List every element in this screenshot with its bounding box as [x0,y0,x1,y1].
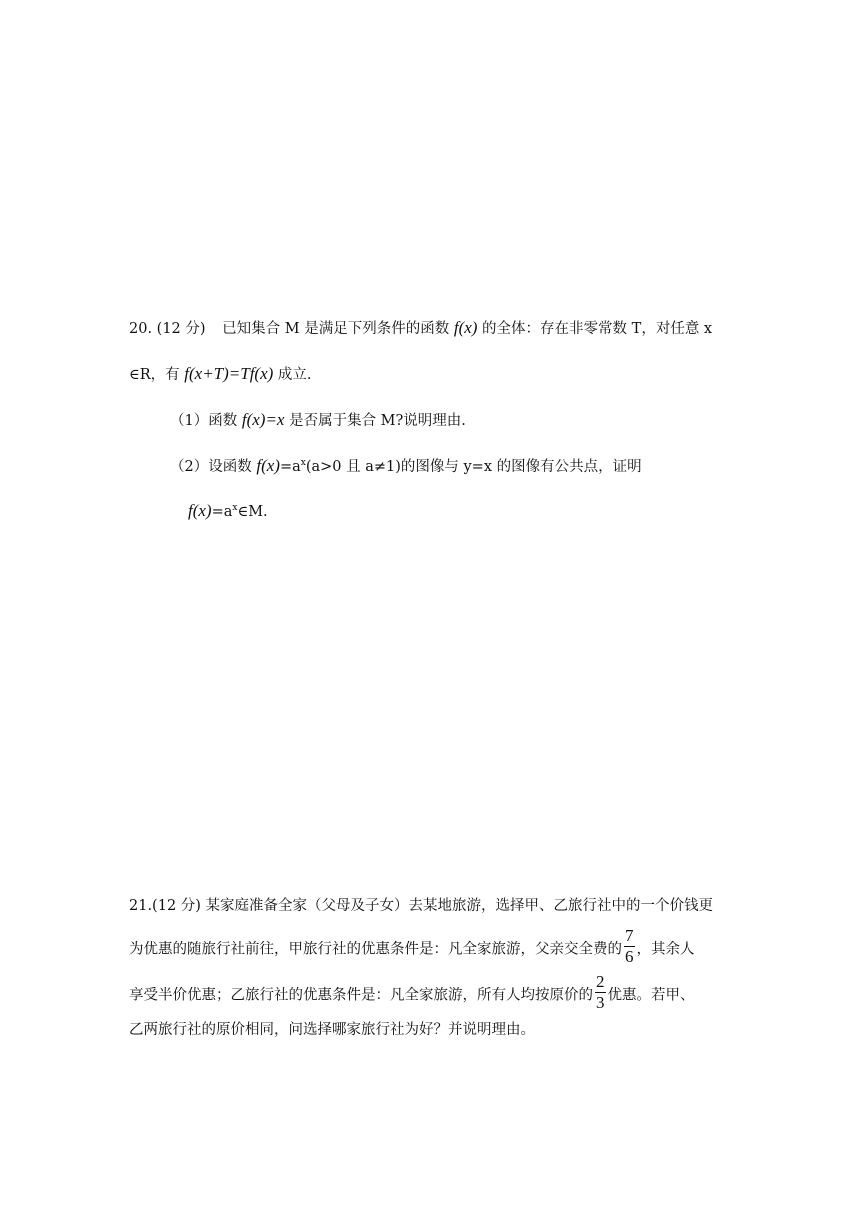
q20-part2-exp: x [300,458,306,468]
q20-line2-head: ∈R，有 [129,367,180,383]
q20-part2-head: （2）设函数 [170,459,252,475]
q20-part1-fx: f(x) [241,410,266,429]
q20-part2-fx: f(x) [256,456,280,475]
q20-part2-line2-fx: f(x) [188,501,212,520]
q21-line-4 [129,1020,535,1040]
q20-line2-tail: 成立. [277,367,312,383]
q21-frac1-den: 6 [625,947,634,966]
q20-part1-tail: 是否属于集合 M?说明理由. [289,413,466,429]
q20-label: 20. (12 分) [129,321,206,337]
q21-line2-tail: ，其余人 [636,941,695,958]
q21-label: 21.(12 分) [129,898,201,914]
q20-part1-head: （1）函数 [170,413,238,429]
q21-line1: 某家庭准备全家（父母及子女）去某地旅游，选择甲、乙旅行社中的一个价钱更 [205,898,714,914]
q20-part2-line2-eq: =a [211,504,233,520]
q21-line-1 [129,896,713,916]
q20-part-2 [170,456,642,477]
q21-frac1-num: 7 [625,926,634,945]
q20-part-1 [170,410,466,431]
q21-frac2-den: 3 [596,993,605,1012]
q20-part2-line2-exp: x [232,503,238,513]
q20-line-2 [129,364,312,385]
q20-part2-tail: (a>0 且 a≠1)的图像与 y=x 的图像有公共点，证明 [305,459,642,475]
q21-line2-head: 为优惠的随旅行社前往，甲旅行社的优惠条件是：凡全家旅游，父亲交全费的 [129,941,622,958]
q21-line3-tail: 优惠。若甲、 [607,987,695,1004]
q20-line-1 [129,318,712,339]
q21-fraction-2-3 [595,972,606,1013]
q20-intro-tail: 的全体：存在非零常数 T，对任意 x [482,321,713,337]
q21-line4: 乙两旅行社的原价相同，问选择哪家旅行社为好？并说明理由。 [129,1022,535,1038]
q21-line-2 [129,926,695,970]
q20-part1-eq: =x [265,410,285,429]
q20-equation: f(x+T)=Tf(x) [184,364,274,383]
q21-line-3 [129,972,695,1016]
q20-part-2-line-2 [188,501,268,522]
q20-fx: f(x) [453,318,478,337]
q20-intro: 已知集合 M 是满足下列条件的函数 [222,321,450,337]
q21-line3-head: 享受半价优惠；乙旅行社的优惠条件是：凡全家旅游，所有人均按原价的 [129,987,593,1004]
q21-fraction-7-6 [624,926,635,967]
q20-part2-eq: =a [279,459,301,475]
q20-part2-line2-tail: ∈M. [237,504,268,520]
q21-frac2-num: 2 [596,972,605,991]
